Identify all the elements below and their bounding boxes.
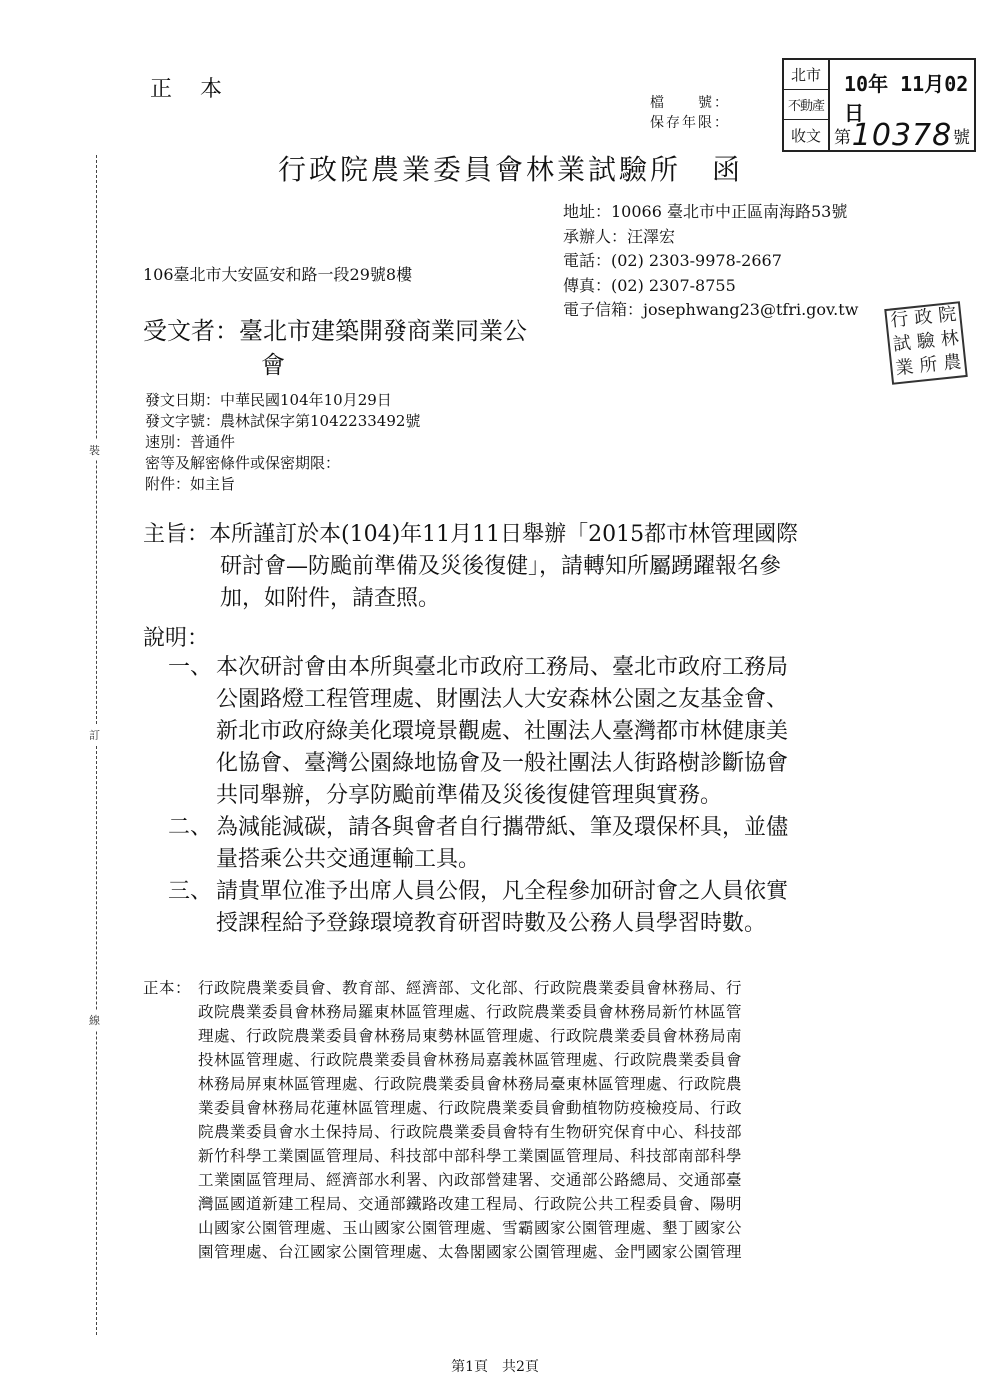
explanation-label: 說明： (143, 626, 210, 651)
item-line: 請貴單位准予出席人員公假，凡全程參加研討會之人員依實 (216, 879, 789, 904)
explanation-items (168, 652, 898, 940)
receipt-stamp (782, 58, 976, 152)
official-seal (884, 301, 968, 385)
distribution-line: 投林區管理處、行政院農業委員會林務局嘉義林區管理處、行政院農業委員會 (198, 1051, 743, 1069)
distribution-line: 理處、行政院農業委員會林務局東勢林區管理處、行政院農業委員會林務局南 (198, 1027, 743, 1045)
contact-fax: 傳真：(02) 2307-8755 (563, 275, 736, 295)
stamp-number-suffix: 號 (953, 127, 970, 148)
item-line: 公園路燈工程管理處、財團法人大安森林公園之友基金會、 (216, 687, 789, 712)
subject-line2: 研討會—防颱前準備及災後復健」，請轉知所屬踴躍報名參 (220, 554, 782, 579)
dispatch-number: 發文字號：農林試保字第1042233492號 (145, 412, 421, 430)
receiver-line2: 會 (261, 351, 285, 379)
seal-char: 試 (891, 332, 913, 356)
stamp-number-prefix: 第 (834, 127, 851, 148)
seal-char: 院 (937, 303, 958, 327)
stamp-number: 10378 (851, 117, 953, 153)
seal-char: 業 (894, 356, 915, 380)
stamp-org-line1: 北市 (784, 60, 830, 90)
distribution-line: 政院農業委員會林務局羅東林區管理處、行政院農業委員會林務局新竹林區管 (198, 1003, 743, 1021)
explanation-item-3 (168, 876, 898, 940)
item-line: 本次研討會由本所與臺北市政府工務局、臺北市政府工務局 (216, 655, 789, 680)
item-line: 新北市政府綠美化環境景觀處、社團法人臺灣都市林健康美 (216, 719, 789, 744)
subject-line3: 加，如附件，請查照。 (220, 586, 441, 611)
binding-char-xian: 線 (89, 1010, 100, 1030)
stamp-date: 10年 11月02日 (844, 72, 969, 125)
dispatch-secrecy: 密等及解密條件或保密期限： (145, 454, 341, 472)
distribution-line: 工業園區管理局、經濟部水利署、內政部營建署、交通部公路總局、交通部臺 (198, 1171, 743, 1189)
contact-block (563, 200, 858, 323)
item-line: 授課程給予登錄環境教育研習時數及公務人員學習時數。 (216, 911, 767, 936)
explanation-item-1 (168, 652, 898, 812)
seal-char: 林 (939, 327, 960, 351)
file-number-label: 檔 號： (650, 95, 730, 111)
item-number: 二、 (168, 815, 213, 840)
distribution-line: 新竹科學工業園區管理局、科技部中部科學工業園區管理局、科技部南部科學 (198, 1147, 743, 1165)
contact-handler: 承辦人：汪澤宏 (563, 226, 676, 246)
contact-address: 地址：10066 臺北市中正區南海路53號 (563, 202, 848, 221)
document-title: 行政院農業委員會林業試驗所 函 (278, 153, 744, 186)
seal-char: 驗 (915, 330, 936, 353)
dispatch-info (145, 390, 420, 495)
contact-phone: 電話：(02) 2303-9978-2667 (563, 251, 782, 270)
dispatch-date: 發文日期：中華民國104年10月29日 (145, 391, 392, 409)
dispatch-attachment: 附件：如主旨 (145, 475, 236, 493)
item-line: 為減能減碳，請各與會者自行攜帶紙、筆及環保杯具，並儘 (216, 815, 789, 840)
receiver (143, 314, 527, 382)
distribution-label: 正本： (143, 979, 192, 997)
contact-email: 電子信箱：josephwang23@tfri.gov.tw (563, 300, 859, 319)
distribution-line: 院農業委員會水土保持局、行政院農業委員會特有生物研究保育中心、科技部 (198, 1123, 743, 1141)
item-number: 一、 (168, 655, 213, 680)
item-number: 三、 (168, 879, 213, 904)
binding-char-zhuang: 裝 (89, 440, 100, 460)
retention-label: 保存年限： (650, 115, 730, 131)
recipient-address: 106臺北市大安區安和路一段29號8樓 (143, 265, 413, 284)
seal-char: 政 (913, 306, 934, 330)
seal-char: 所 (918, 353, 939, 377)
receiver-line1: 受文者：臺北市建築開發商業同業公 (143, 317, 527, 345)
page-footer: 第1頁 共2頁 (451, 1359, 539, 1375)
distribution-line: 業委員會林務局花蓮林區管理處、行政院農業委員會動植物防疫檢疫局、行政 (198, 1099, 743, 1117)
distribution-body (143, 976, 883, 1264)
distribution-line: 灣區國道新建工程局、交通部鐵路改建工程局、行政院公共工程委員會、陽明 (198, 1195, 743, 1213)
item-line: 量搭乘公共交通運輸工具。 (216, 847, 481, 872)
item-line: 共同舉辦，分享防颱前準備及災後復健管理與實務。 (216, 783, 723, 808)
explanation-item-2 (168, 812, 898, 876)
subject (143, 519, 903, 615)
copy-type: 正本 (150, 77, 251, 102)
distribution-line: 山國家公園管理處、玉山國家公園管理處、雪霸國家公園管理處、墾丁國家公 (198, 1219, 743, 1237)
binding-line (96, 155, 97, 1335)
stamp-number-row (830, 117, 974, 153)
seal-char: 農 (942, 351, 963, 375)
distribution-line: 行政院農業委員會、教育部、經濟部、文化部、行政院農業委員會林務局、行 (198, 979, 743, 997)
stamp-org-line2: 不動產 (784, 90, 830, 120)
stamp-org-line3: 收文 (784, 120, 830, 150)
distribution-line: 林務局屏東林區管理處、行政院農業委員會林務局臺東林區管理處、行政院農 (198, 1075, 743, 1093)
distribution-list (143, 976, 883, 1264)
item-line: 化協會、臺灣公園綠地協會及一般社團法人街路樹診斷協會 (216, 751, 789, 776)
distribution-line: 園管理處、台江國家公園管理處、太魯閣國家公園管理處、金門國家公園管理 (198, 1243, 743, 1261)
dispatch-speed: 速別：普通件 (145, 433, 236, 451)
subject-line1: 主旨：本所謹訂於本(104)年11月11日舉辦「2015都市林管理國際 (143, 522, 799, 547)
seal-char: 行 (889, 308, 910, 332)
binding-char-ding: 訂 (89, 725, 100, 745)
